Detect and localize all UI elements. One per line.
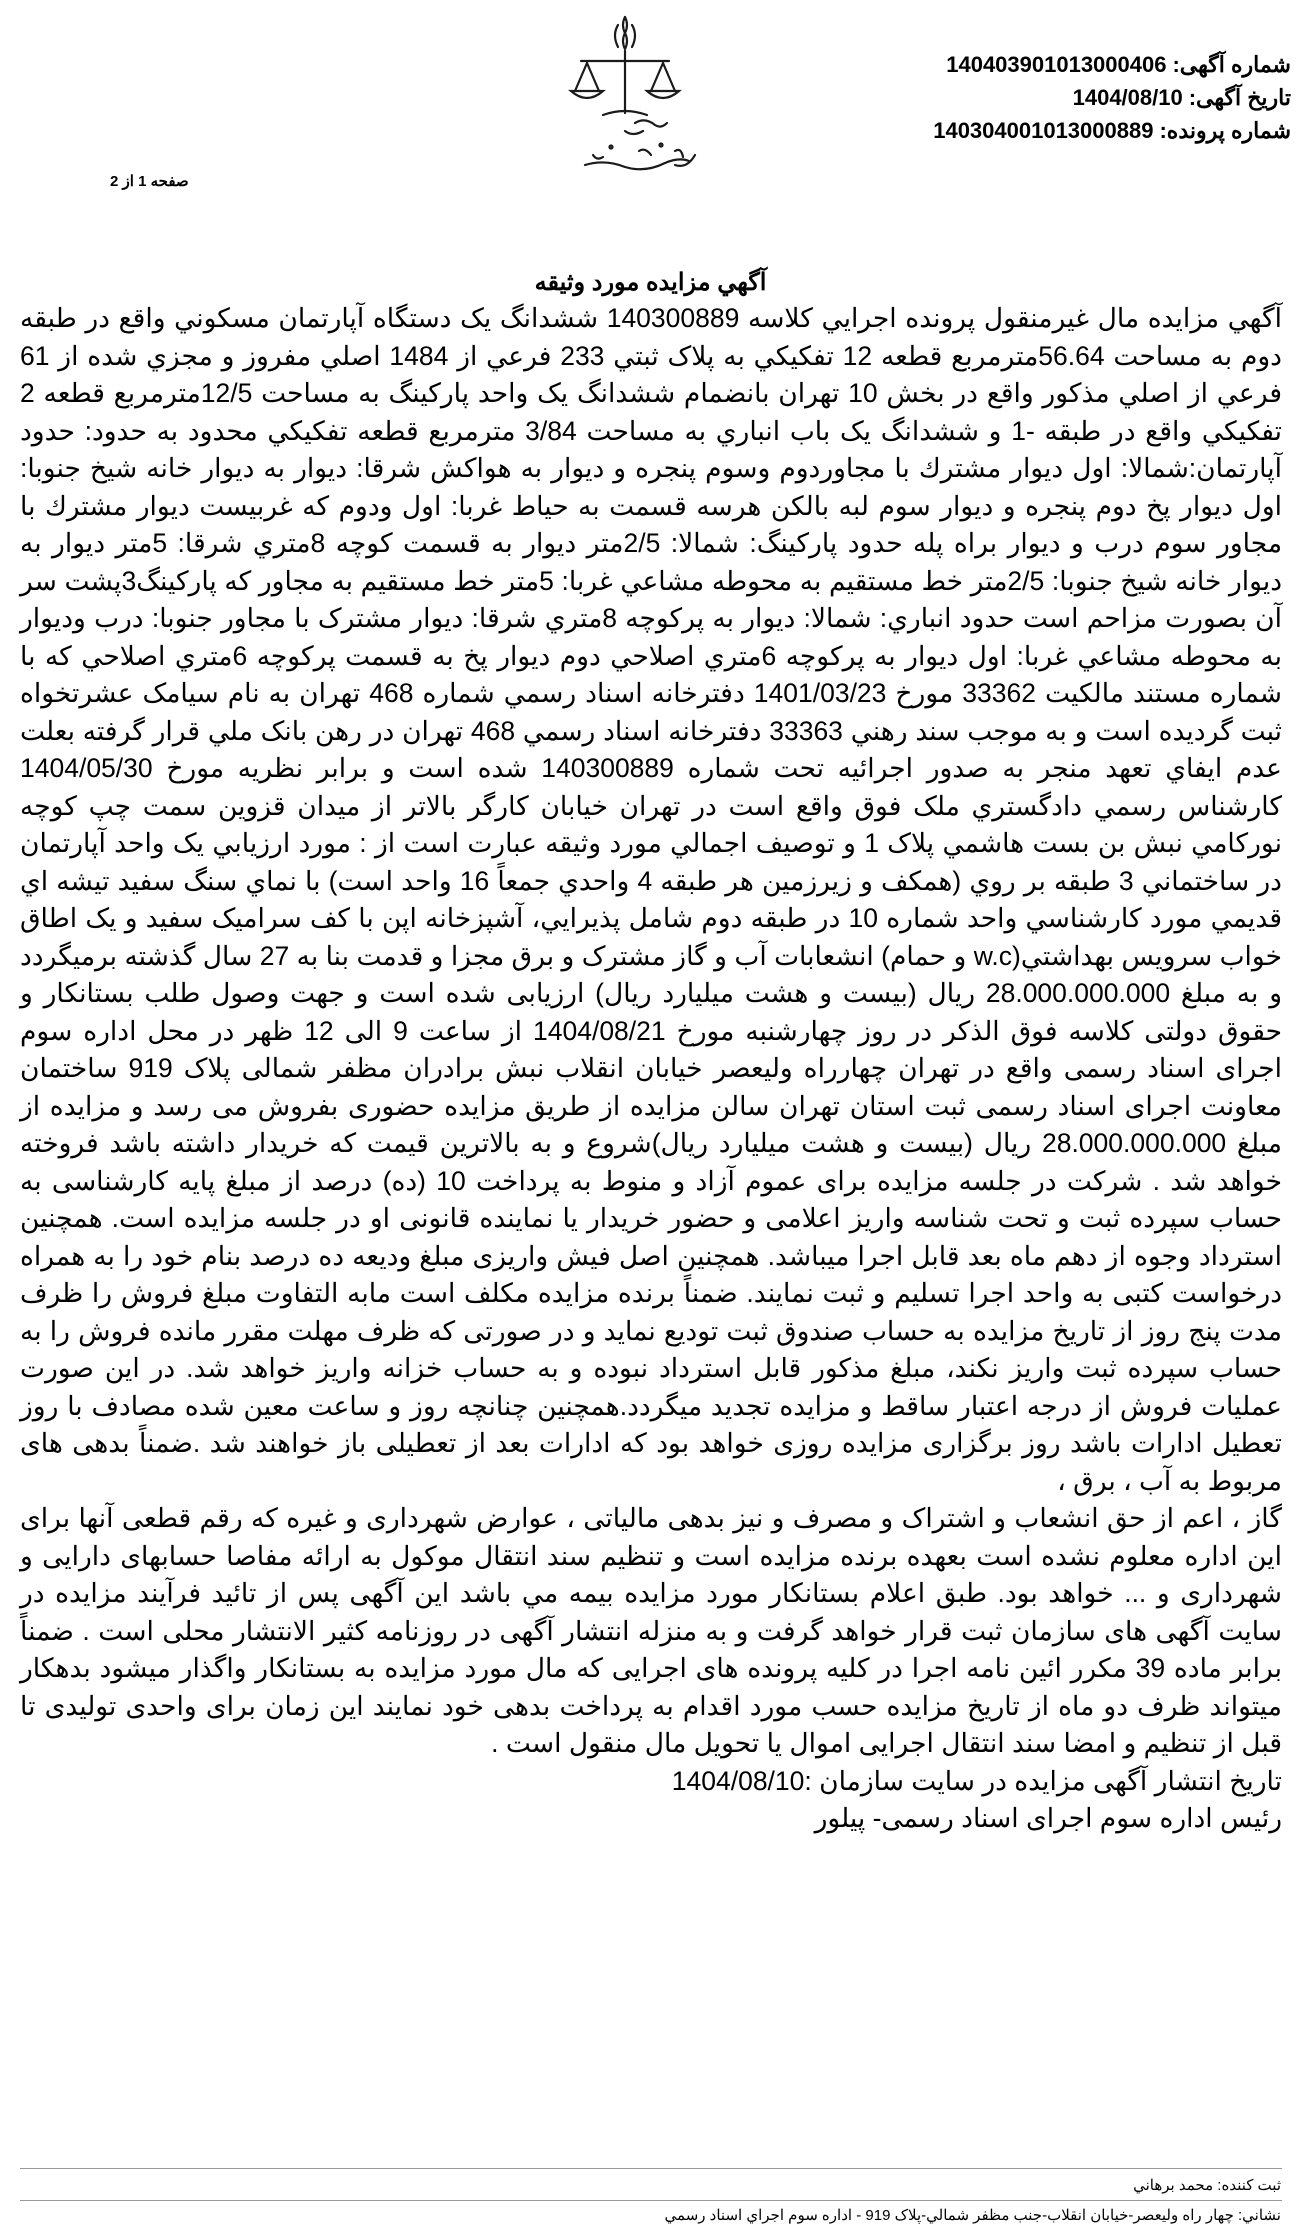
address-line: [665, 2206, 1281, 2224]
notice-paragraph-1: آگهي مزايده مال غيرمنقول پرونده اجرايي كلاسه 140300889 ششدانگ يک دستگاه آپارتمان مسكوني واقع در طبقه دوم به مساحت 56.64مترمربع قطعه 12 تفكيكي به پلاک ثبتي 233 فرعي از 1484 اصلي مفروز و مجزي شده از 61 فرعي از اصلي مذكور واقع در بخش 10 تهران بانضمام ششدانگ يک واحد پاركينگ به مساحت 12/5مترمربع قطعه 2 تفكيكي واقع در طبقه -1 و ششدانگ يک باب انباري به مساحت 3/84 مترمربع قطعه تفكيكي محدود به حدود: حدود آپارتمان:شمالا: اول ديوار مشترك با مجاوردوم وسوم پنجره و ديوار به هواكش شرقا: ديوار به ديوار خانه شيخ جنوبا: اول ديوار پخ دوم پنجره و ديوار سوم لبه بالكن هرسه قسمت به حياط غربا: اول ودوم كه غربيست ديوار مشترك با مجاور سوم درب و ديوار براه پله حدود پاركينگ: شمالا: 2/5متر ديوار به قسمت كوچه 8متري شرقا: 5متر ديوار به ديوار خانه شيخ جنوبا: 2/5متر خط مستقيم به محوطه مشاعي غربا: 5متر خط مستقيم به مجاور كه پاركينگ3پشت سر آن بصورت مزاحم است حدود انباري: شمالا: ديوار به پركوچه 8متري شرقا: ديوار مشترک با مجاور جنوبا: درب وديوار به محوطه مشاعي غربا: اول ديوار به پركوچه 6متري اصلاحي دوم ديوار پخ به قسمت پركوچه 6متري اصلاحي كه با شماره مستند مالكيت 33362 مورخ 1401/03/23 دفترخانه اسناد رسمي شماره 468 تهران به نام سيامک عشرتخواه ثبت گرديده است و به موجب سند رهني 33363 دفترخانه اسناد رسمي 468 تهران در رهن بانک ملي قرار گرفته بعلت عدم ايفاي تعهد منجر به صدور اجرائيه تحت شماره 140300889 شده است و برابر نظريه مورخ 1404/05/30 كارشناس رسمي دادگستري ملک فوق واقع است در تهران خيابان كارگر بالاتر از ميدان قزوين سمت چپ كوچه نوركامي نبش بن بست هاشمي پلاک 1 و توصيف اجمالي مورد وثيقه عبارت است از : مورد ارزيابي يک واحد آپارتمان در ساختماني 3 طبقه بر روي (همكف و زيرزمين هر طبقه 4 واحدي جمعاً 16 واحد است) با نماي سنگ سفيد تيشه اي قديمي مورد كارشناسي واحد شماره 10 در طبقه دوم شامل پذيرايي، آشپزخانه اپن با كف سراميک سفيد و يک اطاق خواب سرويس بهداشتي(w.c و حمام) انشعابات آب و گاز مشترک و برق مجزا و قدمت بنا به 27 سال گذشته برميگردد و به مبلغ 28.000.000.000 ريال (بيست و هشت ميليارد ريال) ارزيابی شده است و جهت وصول طلب بستانكار و حقوق دولتی كلاسه فوق الذكر در روز چهارشنبه مورخ 1404/08/21 از ساعت 9 الی 12 ظهر در محل اداره سوم اجرای اسناد رسمی واقع در تهران چهارراه وليعصر خيابان انقلاب نبش برادران مظفر شمالی پلاک 919 ساختمان معاونت اجرای اسناد رسمی ثبت استان تهران سالن مزايده از طريق مزايده حضوری بفروش می رسد و مزايده از مبلغ 28.000.000.000 ريال (بيست و هشت ميليارد ريال)شروع و به بالاترين قيمت كه خريدار داشته باشد فروخته خواهد شد . شركت در جلسه مزايده برای عموم آزاد و منوط به پرداخت 10 (ده) درصد از مبلغ پايه كارشناسی به حساب سپرده ثبت و تحت شناسه واريز اعلامی و حضور خريدار يا نماينده قانونی او در جلسه مزايده است. همچنين استرداد وجوه از دهم ماه بعد قابل اجرا ميباشد. همچنين اصل فيش واريزی مبلغ وديعه ده درصد بنام خود را به همراه درخواست كتبی به واحد اجرا تسليم و ثبت نمايند. ضمناً برنده مزايده مكلف است مابه التفاوت مبلغ فروش را ظرف مدت پنج روز از تاريخ مزايده به حساب صندوق ثبت توديع نمايد و در صورتی كه ظرف مهلت مقرر مانده فروش را به حساب سپرده ثبت واريز نكند، مبلغ مذكور قابل استرداد نبوده و به حساب خزانه واريز خواهد شد. در اين صورت عمليات فروش از درجه اعتبار ساقط و مزايده تجديد ميگردد.همچنين چنانچه روز و ساعت معين شده مصادف با روز تعطيل ادارات باشد روز برگزاری مزايده روزی خواهد بود كه ادارات بعد از تعطيلی باز خواهند شد .ضمناً بدهی های مربوط به آب ، برق ،: [20, 303, 1283, 1496]
publish-date-line: تاريخ انتشار آگهی مزايده در سايت سازمان :1404/08/10: [671, 1765, 1282, 1796]
ad-date: 1404/08/10: [1072, 85, 1183, 110]
case-number-label: شماره پرونده:: [1159, 118, 1291, 143]
footer-divider: [20, 2168, 1282, 2169]
ad-number: 140403901013000406: [946, 52, 1167, 77]
registrar-line: [1133, 2176, 1281, 2194]
case-number-row: [851, 114, 1291, 147]
footer-divider-2: [20, 2200, 1282, 2201]
registrar-label: ثبت كننده:: [1217, 2177, 1281, 2194]
ad-number-row: [851, 48, 1291, 81]
address-label: نشاني:: [1238, 2207, 1281, 2224]
page-indicator: صفحه 1 از 2: [110, 173, 189, 190]
notice-body: [20, 300, 1282, 1838]
registrar-name: محمد برهاني: [1133, 2177, 1214, 2194]
address-text: چهار راه وليعصر-خيابان انقلاب-جنب مظفر شمالي-پلاک 919 - اداره سوم اجراي اسناد رسمي: [664, 2207, 1234, 2224]
signature-line: رئيس اداره سوم اجرای اسناد رسمی- پيلور: [814, 1803, 1282, 1833]
notice-title: آگهي مزايده مورد وثيقه: [534, 269, 767, 296]
ad-date-label: تاریخ آگهی:: [1188, 85, 1291, 110]
ad-date-row: [851, 81, 1291, 114]
ad-number-label: شماره آگهی:: [1172, 52, 1291, 77]
header-meta: [851, 48, 1291, 147]
judiciary-emblem-icon: [565, 5, 785, 225]
notice-paragraph-2: گاز ، اعم از حق انشعاب و اشتراک و مصرف و نيز بدهی مالياتی ، عوارض شهرداری و غيره كه رقم قطعی آنها برای اين اداره معلوم نشده است بعهده برنده مزايده است و تنظيم سند انتقال موكول به ارائه مفاصا حسابهای دارايی و شهرداری و ... خواهد بود. طبق اعلام بستانكار مورد مزايده بيمه مي باشد اين آگهی پس از تائيد فرآيند مزايده در سايت آگهی های سازمان ثبت قرار خواهد گرفت و به منزله انتشار آگهی در روزنامه كثير الانتشار محلی است . ضمناً برابر ماده 39 مكرر ائين نامه اجرا در كليه پرونده های اجرايی كه مال مورد مزايده به بستانكار واگذار ميشود بدهكار ميتواند ظرف دو ماه از تاريخ مزايده حسب مورد اقدام به پرداخت بدهی خود نمايند اين زمان برای واحدی توليدی تا قبل از تنظيم و امضا سند انتقال اجرايی اموال يا تحويل مال منقول است .: [20, 1503, 1282, 1758]
case-number: 140304001013000889: [933, 118, 1154, 143]
